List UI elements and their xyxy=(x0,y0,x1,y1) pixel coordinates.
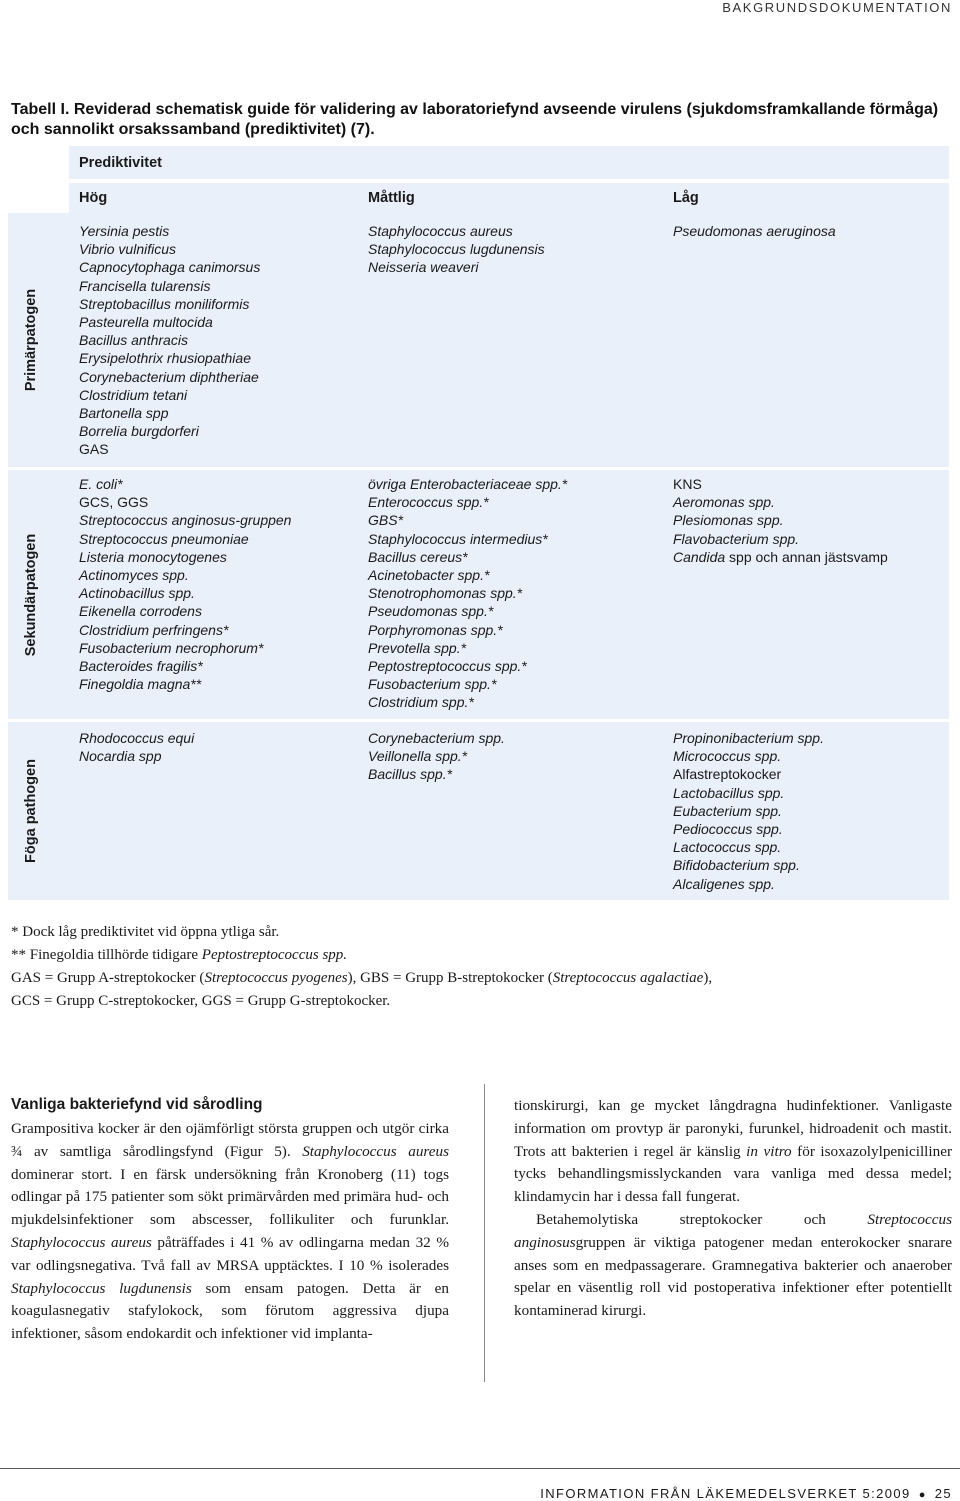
p2-c: för isoxazolylpenicilliner tycks behandlingsmisslyckanden vara vanliga med dessa medel; klindamycin har i dessa fall fungerat. xyxy=(514,1142,952,1206)
organism-entry: KNS xyxy=(673,476,702,492)
organism-entry: Capnocytophaga canimorsus xyxy=(79,259,261,276)
page-number: 25 xyxy=(934,1486,952,1501)
footer-rule xyxy=(0,1468,960,1469)
section-label: BAKGRUNDSDOKUMENTATION xyxy=(722,0,952,15)
organism-entry: Finegoldia magna** xyxy=(79,676,202,693)
organism-entry: Lactococcus spp. xyxy=(673,839,782,856)
organism-entry: Aeromonas spp. xyxy=(673,494,775,511)
organism-entry: Nocardia spp xyxy=(79,748,162,765)
organism-entry: Yersinia pestis xyxy=(79,223,170,239)
organism-entry: Actinomyces spp. xyxy=(79,567,189,584)
organism-entry: Peptostreptococcus spp.* xyxy=(368,658,527,675)
organism-entry: E. coli* xyxy=(79,476,123,492)
p1-a: Grampositiva kocker är den ojämförligt största gruppen och utgör cirka ¾ av samtliga sårodlingsfynd (Figur 5). xyxy=(11,1120,449,1160)
p3-b: Streptococcus anginosus xyxy=(514,1210,952,1251)
cell-primary-low xyxy=(673,222,836,240)
organism-entry: Micrococcus spp. xyxy=(673,748,782,765)
organism-entry: Prevotella spp.* xyxy=(368,639,467,656)
organism-entry: Pediococcus spp. xyxy=(673,821,783,838)
organism-entry: Candida spp och annan jästsvamp xyxy=(673,548,888,565)
organism-entry: GAS xyxy=(79,441,109,458)
footer-bullet: ● xyxy=(918,1489,927,1501)
organism-entry: övriga Enterobacteriaceae spp.* xyxy=(368,476,568,492)
footnote-3-d: Streptococcus agalactiae xyxy=(552,970,704,986)
organism-entry: Acinetobacter spp.* xyxy=(368,567,490,584)
levels-header-band xyxy=(69,183,949,213)
organism-entry: Francisella tularensis xyxy=(79,277,211,294)
table-caption: Tabell I. Reviderad schematisk guide för validering av laboratoriefynd avseende virulens (sjukdomsframkallande förmåga) och sannolikt orsakssamband (prediktivitet) (7). xyxy=(11,101,939,138)
predictivity-header-band xyxy=(69,146,949,179)
organism-entry: Alfastreptokocker xyxy=(673,766,782,783)
organism-entry: Clostridium tetani xyxy=(79,386,188,403)
article-section-title: Vanliga bakteriefynd vid sårodling xyxy=(11,1096,263,1113)
organism-entry-suffix: spp och annan jästsvamp xyxy=(725,548,888,565)
cell-secondary-high xyxy=(79,475,291,693)
p1-f: Staphylococcus lugdunensis xyxy=(11,1279,192,1297)
row-label-primary-wrap xyxy=(8,213,54,467)
p3-a: Betahemolytiska streptokocker och xyxy=(536,1210,868,1228)
organism-entry: Bacteroides fragilis* xyxy=(79,658,203,675)
level-moderate: Måttlig xyxy=(368,190,415,206)
footnote-4: GCS = Grupp C-streptokocker, GGS = Grupp G-streptokocker. xyxy=(11,993,391,1009)
organism-entry: Staphylococcus lugdunensis xyxy=(368,241,545,258)
cell-secondary-moderate xyxy=(368,475,567,712)
cell-primary-moderate xyxy=(368,222,545,277)
organism-entry: Neisseria weaveri xyxy=(368,259,479,276)
row-label-secondary-wrap xyxy=(8,470,54,719)
cell-weak-low xyxy=(673,729,824,893)
organism-entry: Pseudomonas spp.* xyxy=(368,603,494,620)
footer-publication: INFORMATION FRÅN LÄKEMEDELSVERKET 5:2009 xyxy=(540,1486,911,1501)
table-footnotes xyxy=(11,921,951,1013)
p1-c: dominerar stort. I en färsk undersökning från Kronoberg (11) togs odlingar på 175 patienter som sökt primärvården med primära hud- och mjukdelsinfektioner som abscesser, follikuliter och furunklar. xyxy=(11,1165,449,1229)
predictivity-label: Prediktivitet xyxy=(79,155,162,171)
level-low: Låg xyxy=(673,190,699,206)
p1-e: påträffades i 41 % av odlingarna medan 32 % var odlingsnegativa. Två fall av MRSA upptäcktes. I 10 % isolerades xyxy=(11,1233,450,1274)
organism-entry: Actinobacillus spp. xyxy=(79,585,195,602)
organism-entry: Bacillus cereus* xyxy=(368,548,468,565)
footnote-3-a: GAS = Grupp A-streptokocker ( xyxy=(11,970,205,986)
organism-entry: Plesiomonas spp. xyxy=(673,512,784,529)
organism-entry: Streptobacillus moniliformis xyxy=(79,295,250,312)
organism-entry: Bartonella spp xyxy=(79,405,169,422)
organism-entry: Corynebacterium spp. xyxy=(368,730,505,746)
organism-entry: Staphylococcus intermedius* xyxy=(368,530,548,547)
article-column-right xyxy=(514,1095,952,1323)
organism-entry: Pseudomonas aeruginosa xyxy=(673,223,836,239)
footnote-3-c: ), GBS = Grupp B-streptokocker ( xyxy=(347,970,553,986)
organism-entry: Staphylococcus aureus xyxy=(368,223,513,239)
column-divider xyxy=(484,1084,485,1382)
paragraph-2 xyxy=(514,1095,952,1209)
organism-entry: Alcaligenes spp. xyxy=(673,875,775,892)
organism-entry: Vibrio vulnificus xyxy=(79,241,177,258)
organism-entry: Porphyromonas spp.* xyxy=(368,621,503,638)
p1-d: Staphylococcus aureus xyxy=(11,1233,152,1251)
cell-weak-moderate xyxy=(368,729,505,784)
organism-entry: GCS, GGS xyxy=(79,494,149,511)
row-label-primary: Primärpatogen xyxy=(23,288,39,392)
footnote-3-b: Streptococcus pyogenes xyxy=(204,970,348,986)
organism-entry: Eikenella corrodens xyxy=(79,603,202,620)
organism-entry: GBS* xyxy=(368,512,404,529)
row-label-low: Föga pathogen xyxy=(23,759,40,863)
organism-entry: Bacillus anthracis xyxy=(79,332,188,349)
p1-g: som ensam patogen. Detta är en koagulasnegativ stafylokock, som förutom aggressiva djupa infektioner, såsom endokardit och infektioner vid implanta- xyxy=(11,1279,449,1343)
page-footer xyxy=(540,1486,952,1501)
organism-entry: Bifidobacterium spp. xyxy=(673,857,800,874)
organism-entry: Streptococcus anginosus-gruppen xyxy=(79,512,292,529)
organism-entry: Streptococcus pneumoniae xyxy=(79,530,249,547)
footnote-1: * Dock låg prediktivitet vid öppna ytliga sår. xyxy=(11,924,280,940)
organism-entry: Rhodococcus equi xyxy=(79,730,195,746)
row-label-low-wrap xyxy=(8,722,54,900)
footnote-2-italic: Peptostreptococcus spp. xyxy=(201,947,348,963)
footnote-2 xyxy=(11,944,951,967)
organism-entry: Corynebacterium diphtheriae xyxy=(79,368,259,385)
organism-entry: Bacillus spp.* xyxy=(368,766,453,783)
organism-entry: Eubacterium spp. xyxy=(673,802,782,819)
organism-entry: Lactobacillus spp. xyxy=(673,784,785,801)
paragraph-3 xyxy=(514,1209,952,1323)
organism-entry: Enterococcus spp.* xyxy=(368,494,489,511)
article-column-left xyxy=(11,1118,449,1346)
organism-entry: Fusobacterium spp.* xyxy=(368,676,497,693)
p1-b: Staphylococcus aureus xyxy=(302,1142,450,1160)
organism-entry: Flavobacterium spp. xyxy=(673,530,800,547)
organism-entry: Clostridium perfringens* xyxy=(79,621,229,638)
organism-entry: Borrelia burgdorferi xyxy=(79,423,199,440)
level-high: Hög xyxy=(79,190,108,206)
cell-secondary-low xyxy=(673,475,888,566)
organism-entry: Fusobacterium necrophorum* xyxy=(79,639,264,656)
organism-entry: Veillonella spp.* xyxy=(368,748,468,765)
p2-a: tionskirurgi, kan ge mycket långdragna hudinfektioner. Vanligaste information om provtyp är paronyki, furunkel, hidroadenit och mastit. Trots att bakterien i regel är känslig xyxy=(514,1097,952,1160)
organism-entry: Clostridium spp.* xyxy=(368,694,474,711)
footnote-3 xyxy=(11,967,951,990)
organism-entry: Pasteurella multocida xyxy=(79,314,213,331)
footnote-2-text: ** Finegoldia tillhörde tidigare xyxy=(11,947,202,963)
footnote-3-e: ), xyxy=(703,970,713,986)
cell-weak-high xyxy=(79,729,194,765)
p2-b: in vitro xyxy=(746,1142,792,1160)
organism-entry: Erysipelothrix rhusiopathiae xyxy=(79,350,251,367)
p3-c: gruppen är viktiga patogener medan enterokocker snarare anses som en medpassagerare. Gramnegativa bakterier och anaerober spelar en väsentlig roll vid postoperativa infektioner efter potentiellt kontaminerad kirurgi. xyxy=(514,1233,952,1320)
row-label-secondary: Sekundärpatogen xyxy=(23,533,39,656)
organism-entry: Stenotrophomonas spp.* xyxy=(368,585,523,602)
cell-primary-high xyxy=(79,222,260,459)
organism-entry: Propinonibacterium spp. xyxy=(673,730,824,746)
organism-entry: Listeria monocytogenes xyxy=(79,548,227,565)
